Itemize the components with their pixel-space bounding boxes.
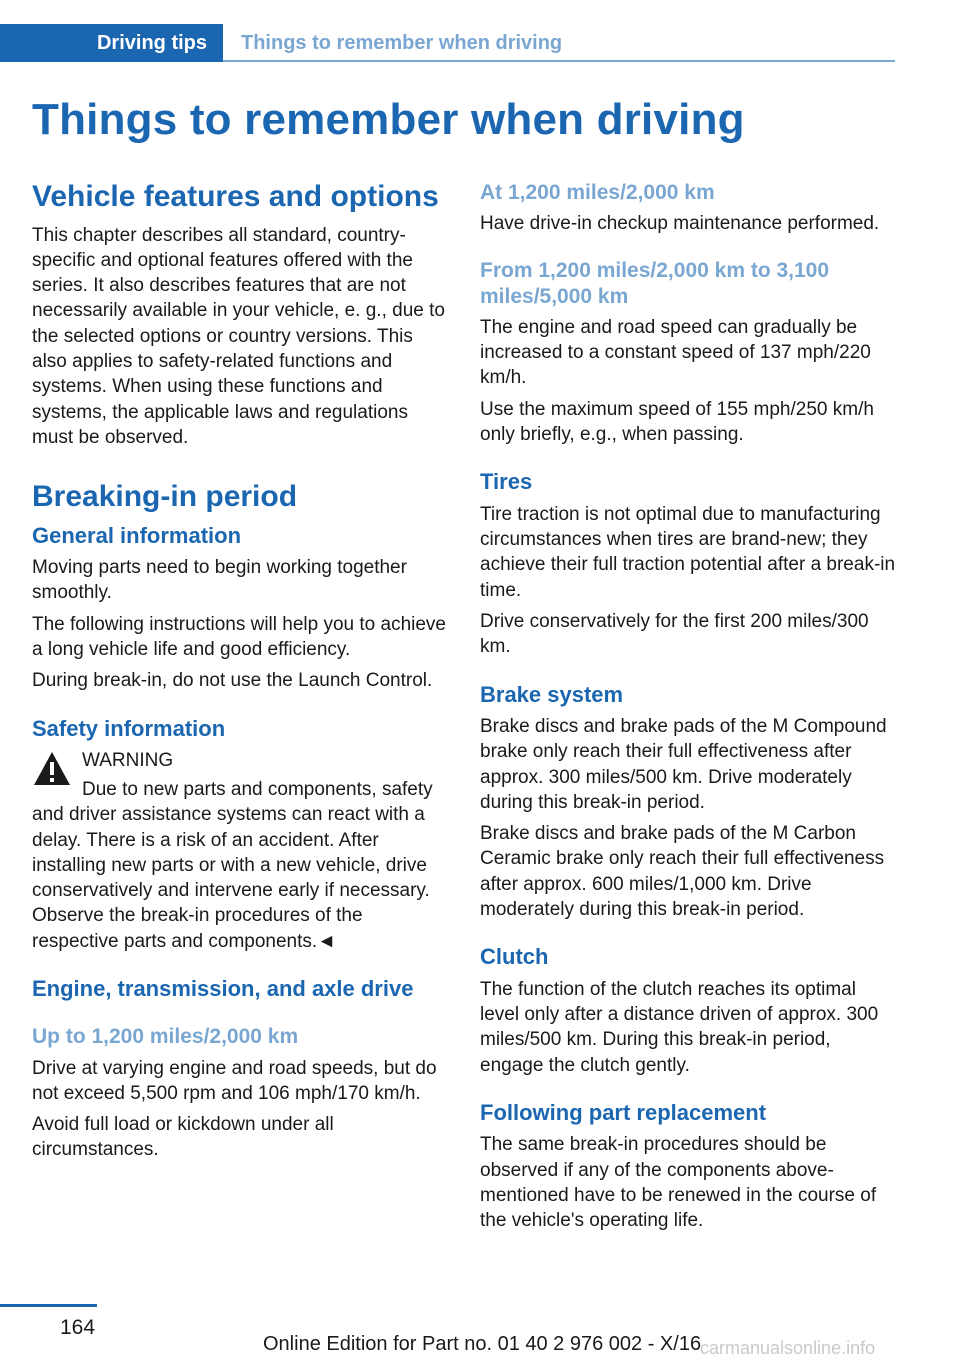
warning-text: Due to new parts and components, safety and driver assistance systems can react with a delay. There is a risk of an accident. After installing new parts or with a new vehicle, drive conservatively and intervene early if necessary. Observe the break-in procedures of the respective parts and components.◄ (32, 778, 433, 952)
right-column (480, 180, 896, 1239)
from-p2: Use the maximum speed of 155 mph/250 km/h only briefly, e.g., when passing. (480, 398, 874, 446)
footer-divider (0, 1304, 97, 1307)
from-p1: The engine and road speed can gradually be increased to a constant speed of 137 mph/220 km/h. (480, 316, 871, 389)
warning-label: WARNING (82, 749, 174, 771)
vehicle-features-heading: Vehicle features and options (32, 180, 439, 213)
safety-information-heading: Safety information (32, 715, 226, 741)
brake-p1: Brake discs and brake pads of the M Compound brake only reach their full effectiveness after approx. 300 miles/500 km. Drive moderately during this break-in period. (480, 715, 887, 813)
clutch-p1: The function of the clutch reaches its optimal level only after a distance driven of approx. 300 miles/500 km. During this break-in period, engage the clutch gently. (480, 978, 879, 1076)
running-header (0, 24, 895, 62)
general-information-heading: General information (32, 522, 242, 548)
brake-heading: Brake system (480, 681, 624, 707)
left-column (32, 180, 448, 1169)
at-heading: At 1,200 miles/2,000 km (480, 181, 715, 204)
tires-p1: Tire traction is not optimal due to manufacturing circumstances when tires are brand-new; they achieve their full traction potential after a break-in time. (480, 503, 896, 601)
general-information-p1: Moving parts need to begin working together smoothly. (32, 557, 407, 604)
page-title: Things to remember when driving (32, 95, 745, 144)
header-divider (223, 60, 895, 62)
breaking-in-heading: Breaking-in period (32, 480, 298, 514)
header-chapter-tab[interactable]: Driving tips (0, 24, 223, 62)
edition-text: Online Edition for Part no. 01 40 2 976 002 - X/16 (263, 1333, 702, 1355)
warning-triangle-icon (32, 750, 72, 787)
warning-block (32, 748, 448, 954)
from-heading: From 1,200 miles/2,000 km to 3,100 miles/5,000 km (480, 259, 830, 308)
up-to-p1: Drive at varying engine and road speeds, but do not exceed 5,500 rpm and 106 mph/170 km/h. (32, 1057, 437, 1104)
tires-heading: Tires (480, 469, 533, 495)
page-number: 164 (60, 1316, 96, 1339)
clutch-heading: Clutch (480, 944, 549, 970)
tires-p2: Drive conservatively for the first 200 miles/300 km. (480, 610, 869, 658)
at-p1: Have drive-in checkup maintenance performed. (480, 213, 880, 235)
general-information-p2: The following instructions will help you to achieve a long vehicle life and good efficiency. (32, 613, 446, 660)
header-topic[interactable]: Things to remember when driving (241, 32, 563, 54)
vehicle-features-text: This chapter describes all standard, country-specific and optional features offered with the series. It also describes features that are not necessarily available in your vehicle, e. g., due to the selected options or country versions. This also applies to safety-related functions and systems. When using these functions and systems, the applicable laws and regulations must be observed. (32, 224, 445, 448)
up-to-heading: Up to 1,200 miles/2,000 km (32, 1025, 299, 1049)
engine-heading: Engine, transmission, and axle drive (32, 976, 414, 1002)
watermark-text: carmanualsonline.info (700, 1338, 876, 1358)
brake-p2: Brake discs and brake pads of the M Carbon Ceramic brake only reach their full effectiveness after approx. 600 miles/1,000 km. Drive moderately during this break-in period. (480, 823, 885, 920)
general-information-p3: During break-in, do not use the Launch Control. (32, 670, 433, 692)
up-to-p2: Avoid full load or kickdown under all circumstances. (32, 1114, 334, 1161)
replacement-heading: Following part replacement (480, 1099, 767, 1125)
replacement-p1: The same break-in procedures should be observed if any of the components above-mentioned have to be renewed in the course of the vehicle's operating life. (480, 1134, 877, 1232)
